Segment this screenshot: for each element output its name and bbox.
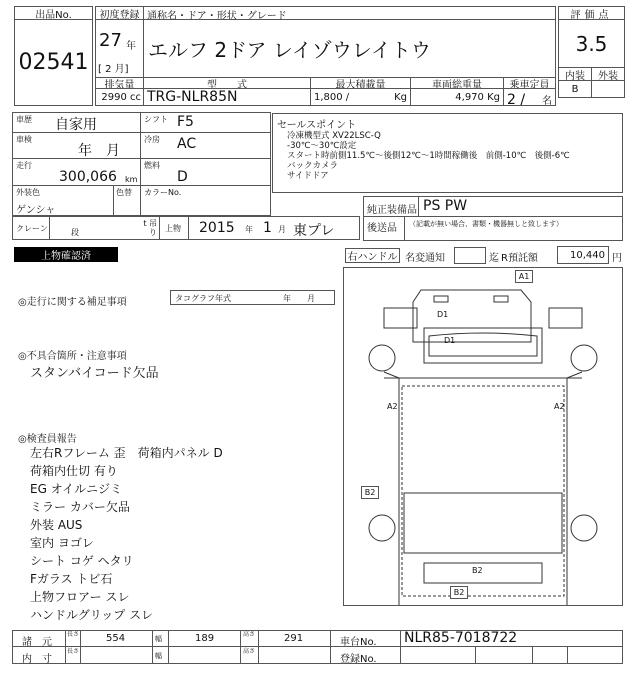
- damage-mark: B2: [450, 586, 468, 599]
- handle-box: 右ハンドル: [345, 248, 400, 263]
- reg-month: [ 2 月]: [98, 64, 129, 75]
- inspector-list: [30, 444, 223, 624]
- displacement-label: 排気量: [95, 77, 144, 89]
- tacho-label: タコグラフ年式: [175, 294, 231, 303]
- sales-line: 冷凍機型式 XV22LSC-Q: [287, 131, 381, 141]
- shift: F5: [177, 114, 194, 130]
- inspector-item: ミラー カバー欠品: [30, 500, 130, 514]
- reg-year: 27: [99, 30, 122, 51]
- capacity-box: [503, 88, 556, 106]
- later-box: [363, 216, 623, 241]
- fuel-label: 燃料: [144, 161, 160, 170]
- exterior-label: 外装: [591, 67, 625, 81]
- width-label: 幅: [155, 635, 162, 643]
- color-no-label: カラーNo.: [144, 188, 182, 197]
- inspector-item: 左右Rフレーム 歪 荷箱内パネル D: [30, 446, 223, 460]
- name-change-label: 名変通知: [405, 253, 445, 264]
- driving-notes-label: ◎走行に関する補足事項: [18, 297, 127, 308]
- shift-label: シフト: [144, 115, 168, 124]
- model-label: 型 式: [143, 77, 311, 89]
- ac-box: [140, 132, 271, 159]
- history: 自家用: [55, 117, 97, 133]
- inspection: 年 月: [78, 143, 120, 159]
- sales-line: サイドドア: [287, 171, 329, 181]
- inspector-label: ◎検査員報告: [18, 434, 77, 445]
- crane-label: クレーン: [16, 224, 48, 233]
- crane-row: [12, 216, 360, 240]
- exterior-grade: [591, 80, 625, 98]
- capacity-label: 乗車定員: [503, 77, 556, 89]
- spec-length: 554: [106, 633, 126, 644]
- body-year-unit: 年: [245, 225, 253, 234]
- sales-point-box: [272, 113, 623, 193]
- gross-label: 車両総重量: [410, 77, 504, 89]
- lot-number: 02541: [14, 19, 93, 106]
- height-label: 高さ: [243, 631, 256, 638]
- gross: 4,970 Kg: [410, 88, 504, 106]
- color-change-label: 色替: [116, 188, 132, 197]
- inspector-item: Fガラス トビ石: [30, 572, 113, 586]
- interior-grade: B: [558, 80, 592, 98]
- registration-label: 登録No.: [340, 654, 377, 665]
- defects-label: ◎不具合箇所・注意事項: [18, 351, 127, 362]
- color: ゲンシャ: [16, 205, 56, 216]
- crane-stage: 段: [71, 228, 79, 237]
- damage-mark: A2: [387, 402, 398, 411]
- first-reg-label: 初度登録: [95, 6, 144, 20]
- name-change-box: [454, 247, 486, 264]
- damage-mark: D1: [444, 336, 456, 345]
- damage-mark: A1: [515, 270, 533, 283]
- inspector-item: 外装 AUS: [30, 518, 83, 532]
- score: 3.5: [558, 19, 625, 68]
- sales-line: スタート時前側11.5℃～後側12℃～1時間稼働後 前側-10℃ 後側-6℃: [287, 151, 570, 161]
- spec-label: 諸 元: [22, 637, 52, 648]
- ac-label: 冷房: [144, 135, 160, 144]
- yen-label: 円: [612, 253, 622, 264]
- body-year: 2015: [199, 220, 235, 236]
- color-label: 外装色: [16, 188, 40, 197]
- equipment-value: PS PW: [423, 198, 468, 214]
- max-load-unit: Kg: [394, 92, 407, 103]
- width-label: 幅: [155, 652, 162, 660]
- height-label: 高さ: [243, 648, 256, 655]
- mileage-box: [12, 158, 141, 186]
- chassis-label: 車台No.: [340, 637, 377, 648]
- color-change-box: [113, 185, 141, 216]
- tacho-value: 年 月: [283, 294, 315, 303]
- truck-outline-icon: [344, 268, 622, 605]
- length-label: 長さ: [67, 631, 80, 638]
- body-confirmed-badge: 上物確認済: [14, 247, 118, 262]
- lot-label: 出品No.: [14, 6, 93, 20]
- inspector-item: 上物フロアー スレ: [30, 590, 130, 604]
- score-label: 評価点: [558, 6, 625, 20]
- sales-label: セールスポイント: [277, 120, 357, 131]
- crane-ton: t 吊り: [143, 219, 157, 237]
- mileage: 300,066: [59, 169, 117, 185]
- until-label: 迄: [489, 253, 499, 264]
- color-box: [12, 185, 114, 216]
- capacity: 2 /: [507, 92, 526, 108]
- sales-line: バックカメラ: [287, 161, 339, 171]
- inspector-item: 荷箱内仕切 有り: [30, 464, 118, 478]
- damage-diagram: [343, 267, 623, 606]
- max-load-box: [310, 88, 411, 106]
- sales-line: -30℃～30℃設定: [287, 141, 357, 151]
- mileage-label: 走行: [16, 161, 32, 170]
- chassis-number: NLR85-7018722: [404, 630, 518, 646]
- damage-mark: B2: [361, 486, 379, 499]
- later-label: 後送品: [367, 223, 397, 234]
- equipment-label: 純正装備品: [367, 205, 417, 216]
- fuel-box: [140, 158, 271, 186]
- body-month-unit: 月: [278, 225, 286, 234]
- model: TRG-NLR85N: [143, 88, 311, 106]
- damage-mark: B2: [472, 566, 483, 575]
- max-load: 1,800 /: [314, 92, 350, 103]
- spec-width: 189: [195, 633, 215, 644]
- later-note: （記載が無い場合、書類・機器無しと致します）: [409, 220, 563, 228]
- body-month: 1: [263, 220, 272, 236]
- displacement: 2990 cc: [95, 88, 144, 106]
- mileage-unit: km: [125, 175, 138, 184]
- inspection-box: [12, 132, 141, 159]
- recycle-amount: 10,440: [557, 246, 609, 264]
- reg-year-unit: 年: [126, 41, 136, 52]
- defect-item: スタンバイコード欠品: [30, 366, 159, 381]
- capacity-unit: 名: [542, 96, 552, 107]
- inner-label: 内 寸: [22, 654, 52, 665]
- color-no-box: [140, 185, 271, 216]
- damage-mark: D1: [437, 310, 449, 319]
- ac: AC: [177, 136, 197, 152]
- tacho-box: [170, 290, 335, 305]
- inspector-item: シート コゲ ヘタリ: [30, 554, 134, 568]
- max-load-label: 最大積載量: [310, 77, 411, 89]
- inspector-item: ハンドルグリップ スレ: [30, 608, 154, 622]
- shift-box: [140, 112, 271, 133]
- interior-label: 内装: [558, 67, 592, 81]
- inspector-item: 室内 ヨゴレ: [30, 536, 94, 550]
- name-label: 通称名・ドア・形状・グレード: [143, 6, 556, 20]
- inspector-item: EG オイルニジミ: [30, 482, 123, 496]
- body-label: 上物: [165, 224, 181, 233]
- spec-height: 291: [284, 633, 304, 644]
- history-box: [12, 112, 141, 133]
- damage-mark: A2: [554, 402, 565, 411]
- inspection-label: 車検: [16, 135, 32, 144]
- fuel: D: [177, 169, 188, 185]
- length-label: 長さ: [67, 648, 80, 655]
- vehicle-name: エルフ 2ドア レイゾウレイトウ: [148, 38, 431, 62]
- equipment-box: [363, 196, 623, 217]
- body-maker: 東プレ: [293, 223, 335, 239]
- history-label: 車歴: [16, 115, 32, 124]
- recycle-label: R預託額: [501, 253, 538, 264]
